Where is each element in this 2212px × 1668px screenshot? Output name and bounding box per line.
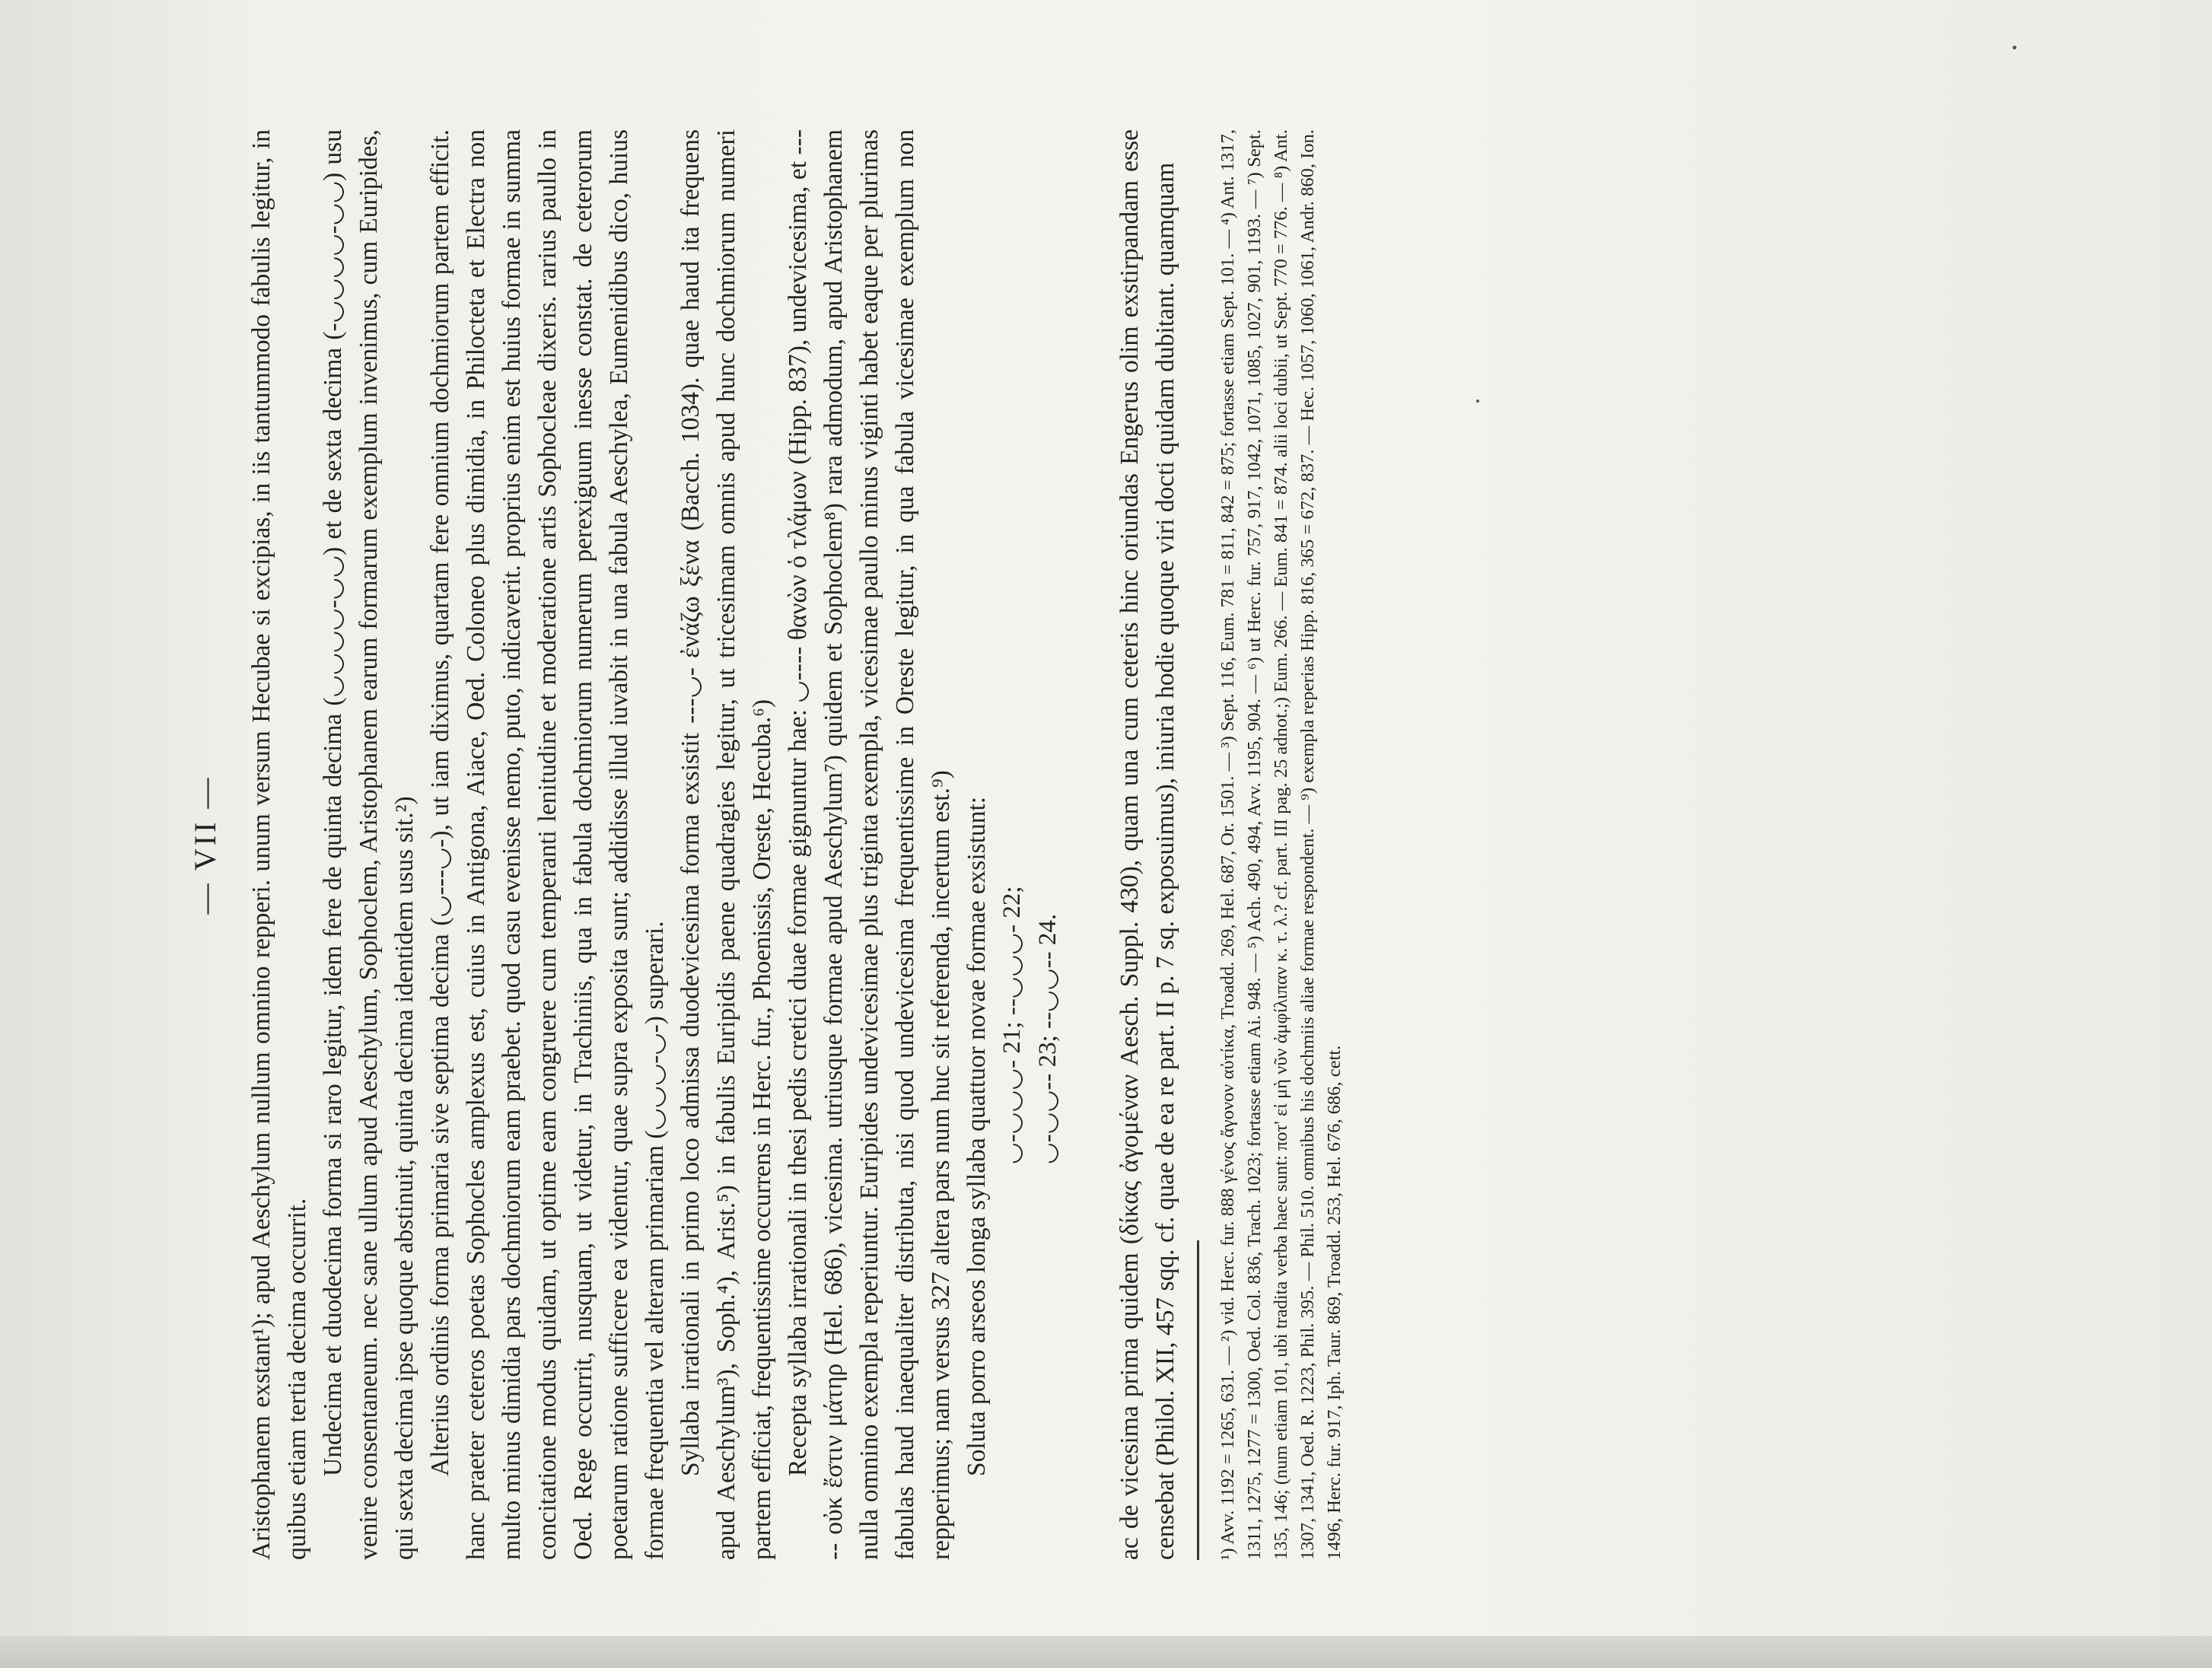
paragraph-4: Syllaba irrationali in primo loco admissa duodevicesima forma exsistit ---◡- ἐνάζω ξένα (Bacch. 1034). quae haud ita frequens apud Aeschylum³), Soph.⁴), Arist.⁵) in fabulis Euripidis paene quadragies legitur, ut tricesimam omnis apud hunc dochmiorum numeri partem efficiat, frequentissime occurrens in Herc. fur., Phoenissis, Oreste, Hecuba.⁶)	[676, 129, 776, 1560]
page-header: — VII —	[188, 775, 222, 915]
paragraph-5: Recepta syllaba irrationali in thesi pedis cretici duae formae gignuntur hae: ◡---- θανὼν ὁ τλάμων (Hipp. 837), undevicesima, et ----- οὐκ ἔστιν μάτηρ (Hel. 686), vicesima. utriusque formae apud Aeschylum⁷) quidem et Sophoclem⁸) rara admodum, apud Aristophanem nulla omnino exempla reperiuntur. Euripides undevicesimae plus triginta exempla, vicesimae paullo minus viginti habet eaque per plurimas fabulas haud inaequaliter distributa, nisi quod undevicesima frequentissime in Oreste legitur, in qua fabula vicesimae exemplum non repperimus; nam versus 327 altera pars num huc sit referenda, incertum est.⁹)	[784, 129, 955, 1560]
paragraph-1: Aristophanem exstant¹); apud Aeschylum nullum omnino repperi. unum versum Hecubae si excipias, in iis tantummodo fabulis legitur, in quibus etiam tertia decima occurrit.	[247, 129, 311, 1560]
rotated-document-page	[183, 129, 1978, 1560]
metrical-scheme-line-2: ◡-◡◡-- 23; --◡◡-- 24.	[1034, 913, 1061, 1164]
paragraph-6: Soluta porro arseos longa syllaba quattuor novae formae exsistunt:	[963, 796, 991, 1476]
page-fold-shadow	[0, 1636, 2212, 1668]
metrical-scheme-line-1: ◡-◡◡◡- 21; --◡◡◡- 22;	[998, 886, 1026, 1164]
paragraph-7: ac de vicesima prima quidem (δίκας ἀγομέναν Aesch. Suppl. 430), quam una cum ceteris hinc oriundas Engerus olim exstirpandam esse censebat (Philol. XII, 457 sqq. cf. quae de ea re part. II p. 7 sq. exposuimus), iniuria hodie quoque viri docti quidam dubitant. quamquam	[1116, 129, 1179, 1560]
paragraph-3: Alterius ordinis forma primaria sive septima decima (◡---◡-), ut iam diximus, quartam fere omnium dochmiorum partem efficit. hanc praeter ceteros poetas Sophocles amplexus est, cuius in Antigona, Aiace, Oed. Coloneo plus dimidia, in Philocteta et Electra non multo minus dimidia pars dochmiorum eam praebet. quod casu evenisse nemo, puto, indicaverit. proprius enim est huius formae in summa concitatione modus quidam, ut optime eam congruere cum temperanti lenitudine et moderatione artis Sophocleae dixeris. rarius paullo in Oed. Rege occurrit, nusquam, ut videtur, in Trachiniis, qua in fabula dochmiorum numerum perexiguum inesse constat. de ceterorum poetarum ratione sufficere ea videntur, quae supra exposita sunt; addidisse illud iuvabit in una fabula Aeschylea, Eumenidibus dico, huius formae frequentia vel alteram primariam (◡◡◡-◡-) superari.	[426, 129, 669, 1560]
paragraph-2: Undecima et duodecima forma si raro legitur, idem fere de quinta decima (◡◡◡◡-◡◡) et de sexta decima (-◡◡◡◡-◡◡) usu venire consentaneum. nec sane ullum apud Aeschylum, Sophoclem, Aristophanem earum formarum exemplum invenimus, cum Euripides, qui sexta decima ipse quoque abstinuit, quinta decima identidem usus sit.²)	[319, 129, 419, 1560]
footnote-separator	[1197, 1240, 1199, 1560]
spacer	[1066, 129, 1112, 1560]
dust-speck	[2013, 46, 2016, 49]
footnotes: ¹) Avv. 1192 = 1265, 631. — ²) vid. Herc. fur. 888 γένος ἄγονον αὐτίκα, Troadd. 269, Hel. 687, Or. 1501. — ³) Sept. 116, Eum. 781 = 811, 842 = 875; fortasse etiam Sept. 101. — ⁴) Ant. 1317, 1311, 1275, 1277 = 1300, Oed. Col. 836, Trach. 1023; fortasse etiam Ai. 948. — ⁵) Ach. 490, 494, Avv. 1195, 904. — ⁶) ut Herc. fur. 757, 917, 1042, 1071, 1085, 1027, 901, 1193. — ⁷) Sept. 135, 146; (num etiam 101, ubi tradita verba haec sunt: ποτ' εἰ μὴ νῦν ἀμφίλιπαν κ. τ. λ.? cf. part. III pag. 25 adnot.;) Eum. 266. — Eum. 841 = 874. alii loci dubii, ut Sept. 770 = 776. — ⁸) Ant. 1307, 1341, Oed. R. 1223, Phil. 395. — Phil. 510. omnibus his dochmiis aliae formae respondent. — ⁹) exempla reperias Hipp. 816, 365 = 672, 837. — Hec. 1057, 1060, 1061, Andr. 860, Ion. 1496, Herc. fur. 917, Iph. Taur. 869, Troadd. 253, Hel. 676, 686, cett.	[1217, 129, 1345, 1560]
